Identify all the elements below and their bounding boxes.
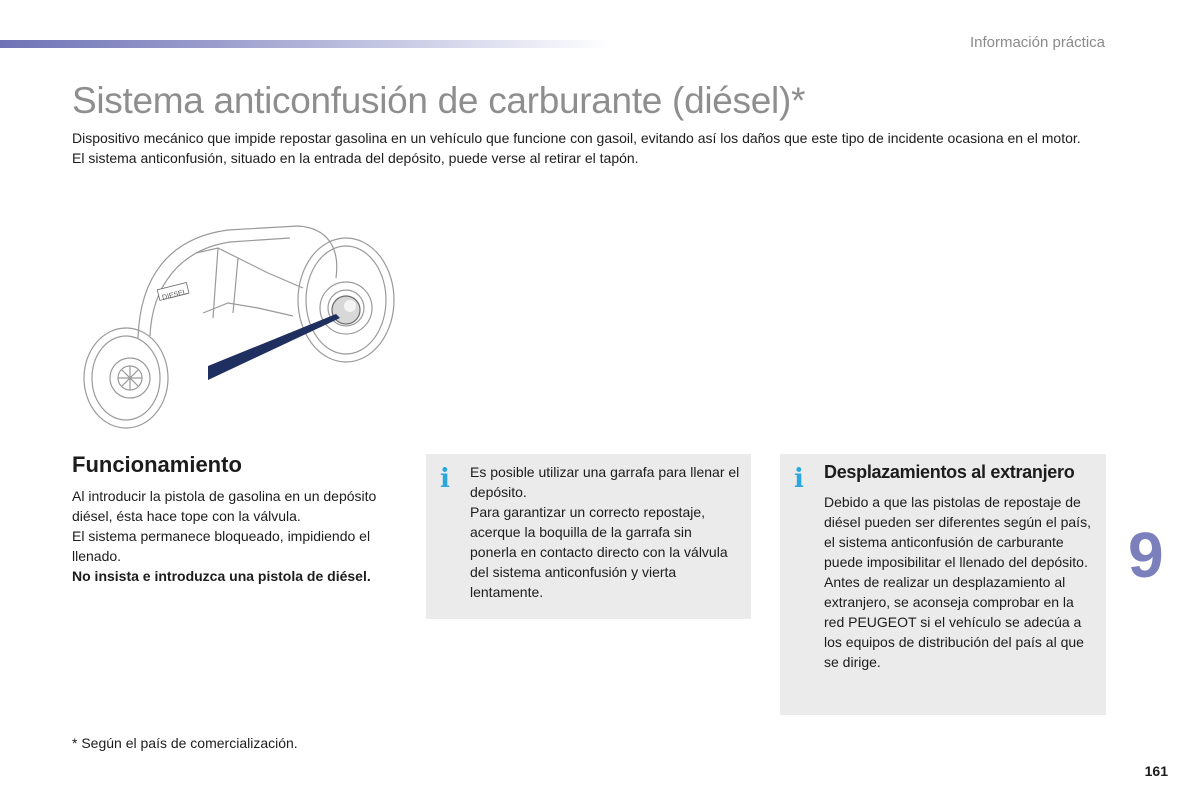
diesel-label: DIESEL: [161, 288, 188, 302]
info-icon: i: [440, 464, 450, 494]
info-box-extranjero-paragraph-1: Debido a que las pistolas de repostaje de diésel pueden ser diferentes según el país, el sistema anticonfusión de carburante puede imposibilitar el llenado del depósito.: [824, 494, 1091, 570]
info-icon: i: [794, 464, 804, 494]
intro-paragraph-2: El sistema anticonfusión, situado en la entrada del depósito, puede verse al retirar el tapón.: [72, 150, 639, 166]
info-box-extranjero-text: [824, 492, 1096, 672]
info-box-extranjero-paragraph-2: Antes de realizar un desplazamiento al extranjero, se aconseja comprobar en la red PEUGEOT si el vehículo se adecúa a los equipos de distribución del país al que se dirige.: [824, 574, 1084, 670]
info-box-extranjero: [780, 454, 1106, 715]
page-number: 161: [1144, 763, 1168, 779]
header-gradient-bar: [0, 40, 610, 48]
intro-text: [72, 128, 1112, 168]
info-box-garrafa: [426, 454, 751, 619]
info-box-extranjero-title: Desplazamientos al extranjero: [824, 462, 1075, 482]
funcionamiento-paragraph-1: Al introducir la pistola de gasolina en un depósito diésel, ésta hace tope con la válvula.: [72, 488, 377, 524]
section-header: Información práctica: [969, 34, 1105, 51]
chapter-number: 9: [1128, 519, 1164, 591]
info-box-garrafa-paragraph-2: Para garantizar un correcto repostaje, acerque la boquilla de la garrafa sin ponerla en contacto directo con la válvula del sistema anticonfusión y vierta lentamente.: [470, 504, 728, 600]
funcionamiento-warning: No insista e introduzca una pistola de diésel.: [72, 568, 371, 584]
info-box-garrafa-paragraph-1: Es posible utilizar una garrafa para llenar el depósito.: [470, 464, 740, 500]
funcionamiento-body: [72, 486, 402, 586]
funcionamiento-heading: Funcionamiento: [72, 452, 242, 477]
intro-paragraph-1: Dispositivo mecánico que impide repostar gasolina en un vehículo que funcione con gasoil, evitando así los daños que este tipo de incidente ocasiona en el motor.: [72, 130, 1081, 146]
funcionamiento-paragraph-2: El sistema permanece bloqueado, impidiendo el llenado.: [72, 528, 371, 564]
info-box-garrafa-text: [470, 462, 740, 602]
footnote: * Según el país de comercialización.: [72, 735, 298, 751]
page-title: Sistema anticonfusión de carburante (diésel)*: [72, 80, 806, 121]
fuel-filler-illustration: [78, 218, 398, 438]
